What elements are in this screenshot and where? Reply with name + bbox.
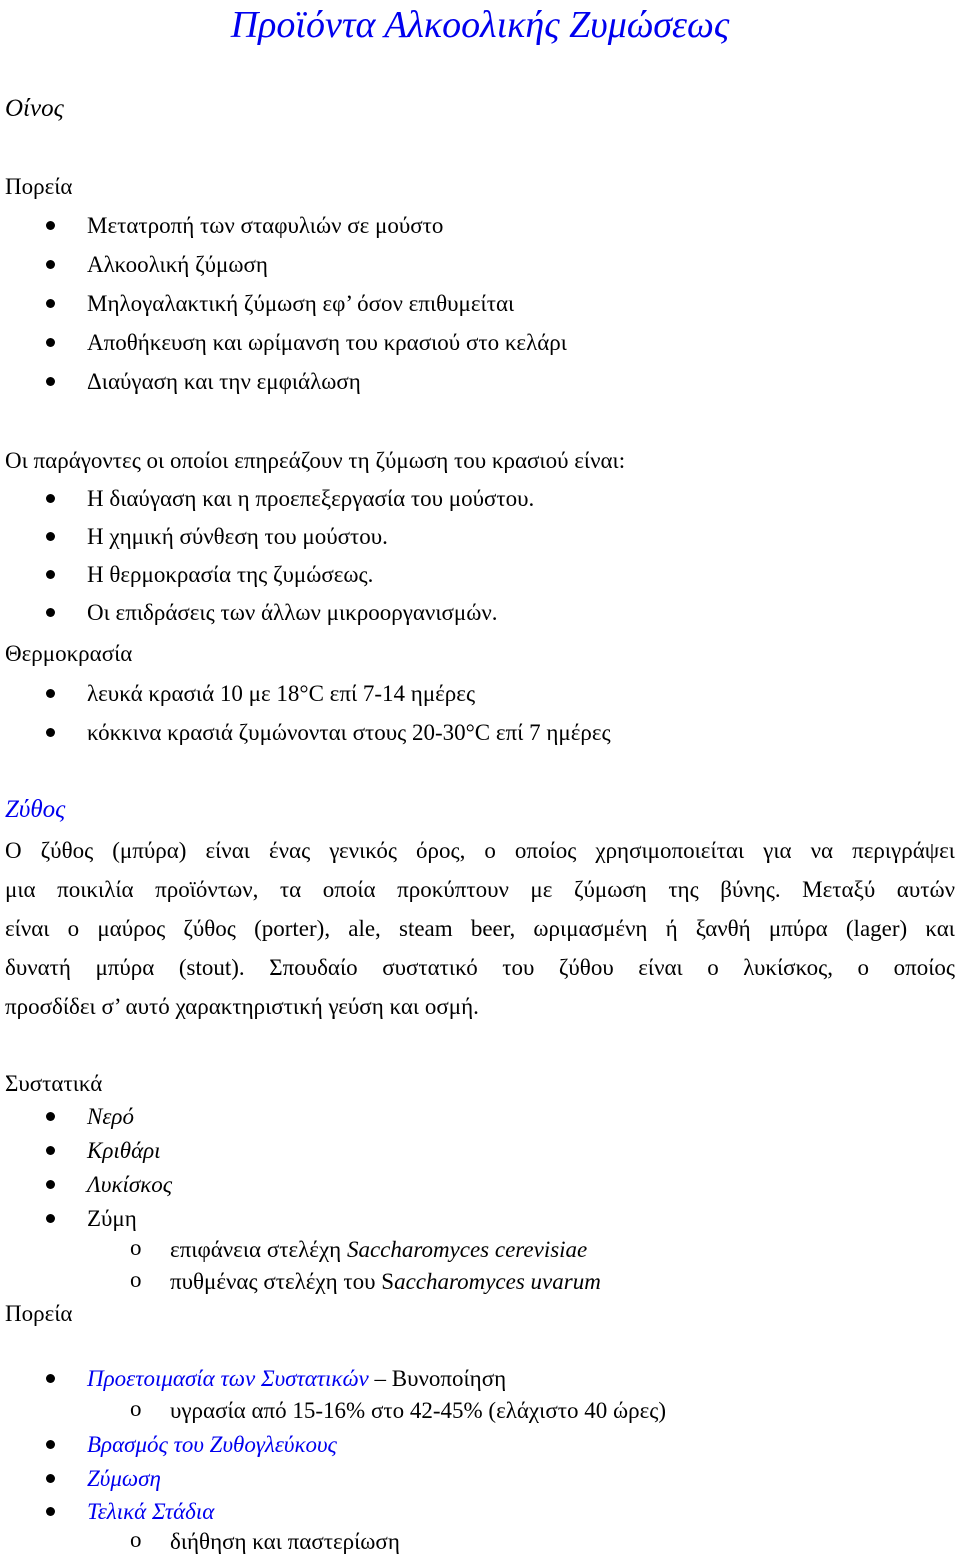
bullet-icon bbox=[46, 1214, 55, 1223]
bullet-icon bbox=[46, 689, 55, 698]
beer-ingredients-label: Συστατικά bbox=[5, 1071, 103, 1096]
sub-list-item: διήθηση και παστερίωση bbox=[170, 1529, 400, 1554]
species-name: Saccharomyces cerevisiae bbox=[346, 1237, 588, 1262]
species-name: accharomyces uvarum bbox=[394, 1269, 601, 1294]
bullet-icon bbox=[46, 221, 55, 230]
paragraph-line: είναι ο μαύρος ζύθος (porter), ale, steam beer, ωριμασμένη ή ξανθή μπύρα (lager) και bbox=[5, 916, 955, 941]
wine-factors-intro: Οι παράγοντες οι οποίοι επηρεάζουν τη ζύμωση του κρασιού είναι: bbox=[5, 448, 626, 473]
list-item: Μετατροπή των σταφυλιών σε μούστο bbox=[87, 213, 444, 238]
list-item: Τελικά Στάδια bbox=[87, 1499, 215, 1524]
paragraph-line: μια ποικιλία προϊόντων, τα οποία προκύπτουν με ζύμωση της βύνης. Μεταξύ αυτών bbox=[5, 877, 955, 902]
sub-list-item bbox=[170, 1236, 587, 1263]
list-item: Η χημική σύνθεση του μούστου. bbox=[87, 524, 388, 549]
circle-bullet-icon: o bbox=[130, 1235, 142, 1260]
sub-list-item bbox=[170, 1268, 601, 1295]
list-item: Η θερμοκρασία της ζυμώσεως. bbox=[87, 562, 374, 587]
circle-bullet-icon: o bbox=[130, 1396, 142, 1421]
beer-process-label: Πορεία bbox=[5, 1301, 73, 1326]
bullet-icon bbox=[46, 728, 55, 737]
sub-item-text: επιφάνεια στελέχη bbox=[170, 1237, 347, 1262]
page-title: Προϊόντα Αλκοολικής Ζυμώσεως bbox=[230, 4, 730, 46]
bullet-icon bbox=[46, 494, 55, 503]
list-item: Κριθάρι bbox=[87, 1138, 161, 1163]
sub-list-item: υγρασία από 15-16% στο 42-45% (ελάχιστο 40 ώρες) bbox=[170, 1398, 667, 1423]
dash: – bbox=[374, 1366, 386, 1391]
wine-process-label: Πορεία bbox=[5, 174, 73, 199]
bullet-icon bbox=[46, 1440, 55, 1449]
bullet-icon bbox=[46, 299, 55, 308]
bullet-icon bbox=[46, 1474, 55, 1483]
step-extra: Βυνοποίηση bbox=[391, 1366, 507, 1391]
paragraph-line: προσδίδει σ’ αυτό χαρακτηριστική γεύση και οσμή. bbox=[5, 994, 479, 1019]
list-item: Αποθήκευση και ωρίμανση του κρασιού στο κελάρι bbox=[87, 330, 567, 355]
list-item: Μηλογαλακτική ζύμωση εφ’ όσον επιθυμείται bbox=[87, 291, 515, 316]
wine-heading: Οίνος bbox=[5, 95, 64, 122]
list-item: Βρασμός του Ζυθογλεύκους bbox=[87, 1432, 337, 1457]
list-item: Ζύμη bbox=[87, 1206, 137, 1231]
step-label: Προετοιμασία των Συστατικών bbox=[87, 1366, 369, 1391]
list-item: λευκά κρασιά 10 με 18°C επί 7-14 ημέρες bbox=[87, 681, 476, 706]
bullet-icon bbox=[46, 608, 55, 617]
bullet-icon bbox=[46, 1180, 55, 1189]
bullet-icon bbox=[46, 338, 55, 347]
wine-temperature-label: Θερμοκρασία bbox=[5, 641, 133, 666]
circle-bullet-icon: o bbox=[130, 1267, 142, 1292]
list-item: Ζύμωση bbox=[87, 1466, 161, 1491]
list-item: Αλκοολική ζύμωση bbox=[87, 252, 268, 277]
paragraph-line: Ο ζύθος (μπύρα) είναι ένας γενικός όρος, ο οποίος χρησιμοποιείται για να περιγράψει bbox=[5, 838, 955, 863]
bullet-icon bbox=[46, 1507, 55, 1516]
beer-heading: Ζύθος bbox=[5, 796, 66, 823]
bullet-icon bbox=[46, 570, 55, 579]
list-item: Νερό bbox=[87, 1104, 134, 1129]
bullet-icon bbox=[46, 377, 55, 386]
bullet-icon bbox=[46, 1146, 55, 1155]
list-item: Η διαύγαση και η προεπεξεργασία του μούστου. bbox=[87, 486, 535, 511]
circle-bullet-icon: o bbox=[130, 1527, 142, 1552]
sub-item-text: πυθμένας στελέχη του S bbox=[170, 1269, 395, 1294]
list-item: Λυκίσκος bbox=[87, 1172, 173, 1197]
bullet-icon bbox=[46, 532, 55, 541]
list-item: Οι επιδράσεις των άλλων μικροοργανισμών. bbox=[87, 600, 498, 625]
bullet-icon bbox=[46, 1112, 55, 1121]
bullet-icon bbox=[46, 260, 55, 269]
list-item bbox=[87, 1365, 506, 1392]
list-item: Διαύγαση και την εμφιάλωση bbox=[87, 369, 361, 394]
paragraph-line: δυνατή μπύρα (stout). Σπουδαίο συστατικό του ζύθου είναι ο λυκίσκος, ο οποίος bbox=[5, 955, 955, 980]
list-item: κόκκινα κρασιά ζυμώνονται στους 20-30°C επί 7 ημέρες bbox=[87, 720, 611, 745]
bullet-icon bbox=[46, 1374, 55, 1383]
